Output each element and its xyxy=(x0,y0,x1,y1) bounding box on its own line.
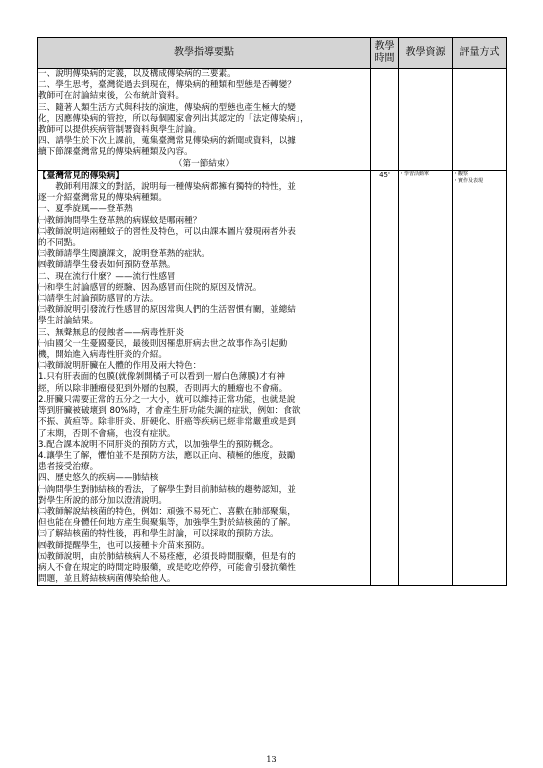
text-line: ㈤教師說明，由於肺結核病人不易痊癒，必須長時間服藥，但是有的 xyxy=(38,551,296,562)
text-line: 1.只有肝表面的包膜(就像剝開橘子可以看到一層白色薄膜)才有神 xyxy=(38,372,285,383)
text-line: 化，因應傳染病的管控，所以每個國家會列出其認定的「法定傳染病」， xyxy=(38,113,309,124)
text-line: 不振、黃疸等。除非肝炎、肝硬化、肝癌等疾病已經非常嚴重或是到 xyxy=(38,417,296,428)
text-line: 一、說明傳染病的定義，以及構成傳染病的三要素。 xyxy=(38,69,236,79)
table-row xyxy=(38,69,507,171)
text-line: 學生討論結果。 xyxy=(38,316,99,327)
text-line: 4.讓學生了解，懼怕並不是預防方法，應以正向、積極的態度，鼓勵 xyxy=(38,450,296,461)
assessment-item: ・觀察 xyxy=(453,170,469,177)
section-end-marker: （第一節結束） xyxy=(173,158,235,169)
text-line: 二、學生思考，臺灣從過去到現在，傳染病的種類和型態是否轉變？ xyxy=(38,80,296,91)
text-line: 四、請學生於下次上課前，蒐集臺灣常見傳染病的新聞或資料，以據 xyxy=(38,136,296,147)
assessment-item: ・實作及表現 xyxy=(453,177,484,184)
header-time: 教學時間 xyxy=(371,38,399,69)
text-line: ㈡教師說明這兩種蚊子的習性及特色，可以由課本圖片發現兩者外表 xyxy=(38,226,296,237)
text-line: 2.肝臟只需要正常的五分之一大小，就可以維持正常功能，也就是說 xyxy=(38,394,296,405)
page-number: 13 xyxy=(266,755,277,764)
text-line: 了末期，否則不會痛，也沒有症狀。 xyxy=(38,428,176,439)
text-line: ㈠詢問學生對肺結核的看法，了解學生對目前肺結核的趨勢認知，並 xyxy=(38,484,296,495)
text-line: 對學生所說的部分加以澄清說明。 xyxy=(38,495,167,506)
block1-cell xyxy=(38,69,371,171)
header-guidance: 教學指導要點 xyxy=(38,38,371,69)
block1-resources xyxy=(399,69,453,171)
text-line: 教師可在討論結束後，公布統計資料。 xyxy=(38,91,185,102)
section-title: 【臺灣常見的傳染病】 xyxy=(38,170,124,181)
text-line: ㈡請學生討論預防感冒的方法。 xyxy=(38,294,159,305)
text-line: ㈢教師請學生閱讀課文，說明登革熱的症狀。 xyxy=(38,249,210,260)
table-header-row xyxy=(38,38,507,69)
text-line: ㈣教師提醒學生，也可以接種卡介苗來預防。 xyxy=(38,540,210,551)
text-line: 逐一介紹臺灣常見的傳染病種類。 xyxy=(38,193,167,204)
text-line: 教師可以提供疾病管制署資料與學生討論。 xyxy=(38,125,202,136)
text-line: 四、歷史悠久的疾病——肺結核 xyxy=(38,473,159,484)
block2-time: 45' xyxy=(371,170,399,586)
block2-cell xyxy=(38,170,371,586)
text-line: 但也能在身體任何地方產生與聚集等，加強學生對於結核菌的了解。 xyxy=(38,518,296,529)
header-assessment: 評量方式 xyxy=(453,38,507,69)
text-line: 等到肝臟被破壞到 80%時，才會產生肝功能失調的症狀，例如：食欲 xyxy=(38,406,301,417)
text-line: 的不同點。 xyxy=(38,238,81,249)
block1-assessment xyxy=(453,69,507,171)
block2-assessment xyxy=(453,170,507,586)
text-line: ㈡教師解說結核菌的特色，例如：頑強不易死亡、喜歡在肺部聚集， xyxy=(38,506,296,517)
text-line: 3.配合課本說明不同肝炎的預防方式，以加強學生的預防概念。 xyxy=(38,439,279,450)
text-line: ㈠由國父一生憂國憂民，最後則因罹患肝病去世之故事作為引起動 xyxy=(38,338,288,349)
text-line: ㈠和學生討論感冒的經驗、因為感冒而住院的原因及情況。 xyxy=(38,282,262,293)
text-line: ㈡教師說明肝臟在人體的作用及兩大特色： xyxy=(38,361,202,372)
block1-time xyxy=(371,69,399,171)
text-line: 一、夏季旋風——登革熱 xyxy=(38,204,133,215)
text-line: 二、現在流行什麼？——流行性感冒 xyxy=(38,271,176,282)
text-line: 經，所以除非腫瘤侵犯到外層的包膜，否則再大的腫瘤也不會痛。 xyxy=(38,383,288,394)
text-line: 病人不會在規定的時間定時服藥，或是吃吃停停，可能會引發抗藥性 xyxy=(38,562,296,573)
text-line: 續下節課臺灣常見的傳染病種類及內容。 xyxy=(38,147,193,158)
table-row xyxy=(38,170,507,586)
text-line: 問題，並且將結核病菌傳染給他人。 xyxy=(38,574,176,585)
block2-resources: ・學習活動單 xyxy=(399,170,453,586)
header-resources: 教學資源 xyxy=(399,38,453,69)
lesson-plan-table xyxy=(37,37,507,586)
text-line: 三、無聲無息的侵蝕者——病毒性肝炎 xyxy=(38,327,185,338)
text-line: 機，開始進入病毒性肝炎的介紹。 xyxy=(38,350,167,361)
text-line: 三、隨著人類生活方式與科技的演進，傳染病的型態也產生極大的變 xyxy=(38,102,296,113)
text-line: ㈠教師詢問學生登革熱的病媒蚊是哪兩種？ xyxy=(38,215,202,226)
text-line: ㈢教師說明引發流行性感冒的原因常與人們的生活習慣有關，並總結 xyxy=(38,305,296,316)
text-line: 患者接受治療。 xyxy=(38,462,99,473)
text-line: ㈢了解結核菌的特性後，再和學生討論，可以採取的預防方法。 xyxy=(38,529,279,540)
text-line: 教師利用課文的對話，說明每一種傳染病都擁有獨特的特性，並 xyxy=(38,182,296,193)
text-line: ㈣教師請學生發表如何預防登革熱。 xyxy=(38,260,176,271)
